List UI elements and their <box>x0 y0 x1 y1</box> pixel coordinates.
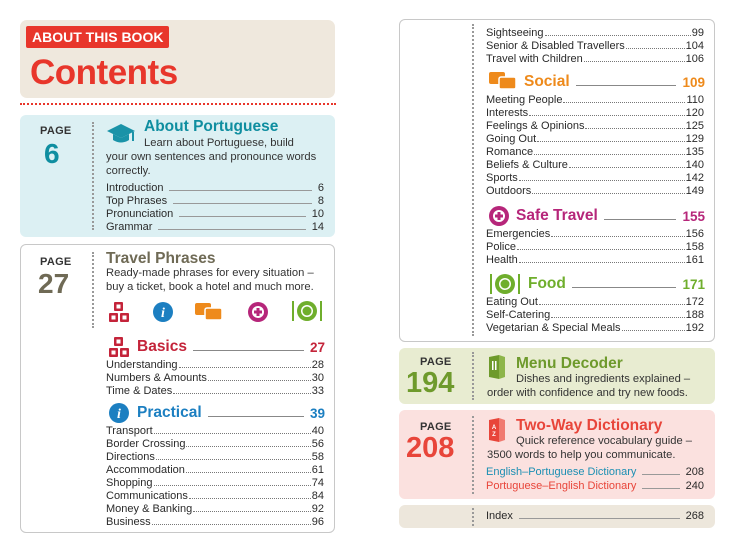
chapter-heading-practical[interactable]: Practical 39 <box>137 404 325 421</box>
speech-bubbles-icon[interactable] <box>194 301 224 323</box>
description-line: Learn about Portuguese, build <box>144 137 294 149</box>
description-line: order with confidence and try new foods. <box>487 387 688 399</box>
toc-entry[interactable]: Sports 142 <box>486 172 704 184</box>
toc-entry[interactable]: Grammar 14 <box>106 221 324 233</box>
toc-entry[interactable]: Shopping 74 <box>106 477 324 489</box>
section-title[interactable]: Menu Decoder <box>516 355 623 372</box>
svg-text:A: A <box>491 425 497 431</box>
section-title[interactable]: About Portuguese <box>144 118 279 135</box>
dotted-separator <box>92 252 94 328</box>
section-title[interactable]: Travel Phrases <box>106 250 216 267</box>
svg-text:Z: Z <box>492 432 496 438</box>
cross-icon[interactable] <box>247 301 269 323</box>
toc-entry[interactable]: Senior & Disabled Travellers 104 <box>486 40 704 52</box>
toc-entry[interactable]: Police 158 <box>486 241 704 253</box>
toc-entry[interactable]: Health 161 <box>486 254 704 266</box>
plate-icon[interactable] <box>290 299 324 323</box>
toc-entry[interactable]: Accommodation 61 <box>106 464 324 476</box>
page-number: 194 <box>406 367 455 399</box>
toc-entry[interactable]: Directions 58 <box>106 451 324 463</box>
toc-entry-index[interactable]: Index 268 <box>486 510 704 522</box>
toc-entry[interactable]: Eating Out 172 <box>486 296 704 308</box>
toc-entry[interactable]: Communications 84 <box>106 490 324 502</box>
toc-entry[interactable]: Top Phrases 8 <box>106 195 324 207</box>
toc-entry[interactable]: Vegetarian & Special Meals 192 <box>486 322 704 334</box>
dotted-separator <box>472 508 474 526</box>
page-number: 6 <box>44 138 60 169</box>
toc-entry[interactable]: Money & Banking 92 <box>106 503 324 515</box>
toc-entry[interactable]: Meeting People 110 <box>486 94 704 106</box>
page-label: PAGE <box>40 256 72 268</box>
toc-entry[interactable]: Border Crossing 56 <box>106 438 324 450</box>
about-this-book-tag: ABOUT THIS BOOK <box>26 26 169 48</box>
speech-bubbles-icon <box>488 70 518 92</box>
toc-entry[interactable]: Emergencies 156 <box>486 228 704 240</box>
description-line: Ready-made phrases for every situation – <box>106 267 314 279</box>
dotted-separator <box>92 122 94 230</box>
toc-entry[interactable]: Going Out 129 <box>486 133 704 145</box>
description-line: buy a ticket, book a hotel and much more. <box>106 281 314 293</box>
graduation-cap-icon <box>106 122 136 146</box>
dotted-separator <box>472 352 474 400</box>
toc-entry[interactable]: Romance 135 <box>486 146 704 158</box>
toc-entry[interactable]: Interests 120 <box>486 107 704 119</box>
description-line: Dishes and ingredients explained – <box>516 373 691 385</box>
toc-entry[interactable]: Beliefs & Culture 140 <box>486 159 704 171</box>
page-label: PAGE <box>420 421 452 433</box>
info-icon[interactable] <box>152 301 174 323</box>
plate-icon <box>488 272 522 296</box>
chapter-heading-basics[interactable]: Basics 27 <box>137 338 325 355</box>
toc-entry[interactable]: Understanding 28 <box>106 359 324 371</box>
toc-entry[interactable]: Business 96 <box>106 516 324 528</box>
toc-entry[interactable]: Feelings & Opinions 125 <box>486 120 704 132</box>
toc-entry[interactable]: Time & Dates 33 <box>106 385 324 397</box>
description-line: Quick reference vocabulary guide – <box>516 435 692 447</box>
page-title: Contents <box>30 53 178 92</box>
info-icon <box>108 402 130 424</box>
page-number: 208 <box>406 432 455 464</box>
toc-entry[interactable]: Introduction 6 <box>106 182 324 194</box>
section-title[interactable]: Two-Way Dictionary <box>516 417 663 434</box>
dotted-separator <box>472 416 474 494</box>
dictionary-book-icon <box>487 417 507 443</box>
toc-entry[interactable]: Transport 40 <box>106 425 324 437</box>
toc-entry[interactable]: Sightseeing 99 <box>486 27 704 39</box>
toc-entry-english-portuguese[interactable]: English–Portuguese Dictionary 208 <box>486 466 704 478</box>
toc-entry-portuguese-english[interactable]: Portuguese–English Dictionary 240 <box>486 480 704 492</box>
toc-entry[interactable]: Numbers & Amounts 30 <box>106 372 324 384</box>
page-label: PAGE <box>420 356 452 368</box>
toc-entry[interactable]: Travel with Children 106 <box>486 53 704 65</box>
chapter-heading-social[interactable]: Social 109 <box>524 73 705 90</box>
description-line: 3500 words to help you communicate. <box>487 449 676 461</box>
toc-entry[interactable]: Self-Catering 188 <box>486 309 704 321</box>
toc-entry[interactable]: Pronunciation 10 <box>106 208 324 220</box>
toc-entry[interactable]: Outdoors 149 <box>486 185 704 197</box>
dotted-separator <box>472 24 474 336</box>
description-line: your own sentences and pronounce words <box>106 151 317 163</box>
page-number: 27 <box>38 268 70 299</box>
svg-text:i: i <box>161 306 165 321</box>
chapter-heading-food[interactable]: Food 171 <box>528 275 705 292</box>
chapter-heading-safe-travel[interactable]: Safe Travel 155 <box>516 207 705 224</box>
blocks-icon[interactable] <box>108 301 130 323</box>
description-line: correctly. <box>106 165 151 177</box>
svg-text:i: i <box>117 407 121 422</box>
cross-icon <box>488 205 510 227</box>
menu-book-icon <box>487 354 507 380</box>
page-label: PAGE <box>40 125 72 137</box>
blocks-icon <box>108 336 130 358</box>
dotted-divider <box>20 103 336 105</box>
